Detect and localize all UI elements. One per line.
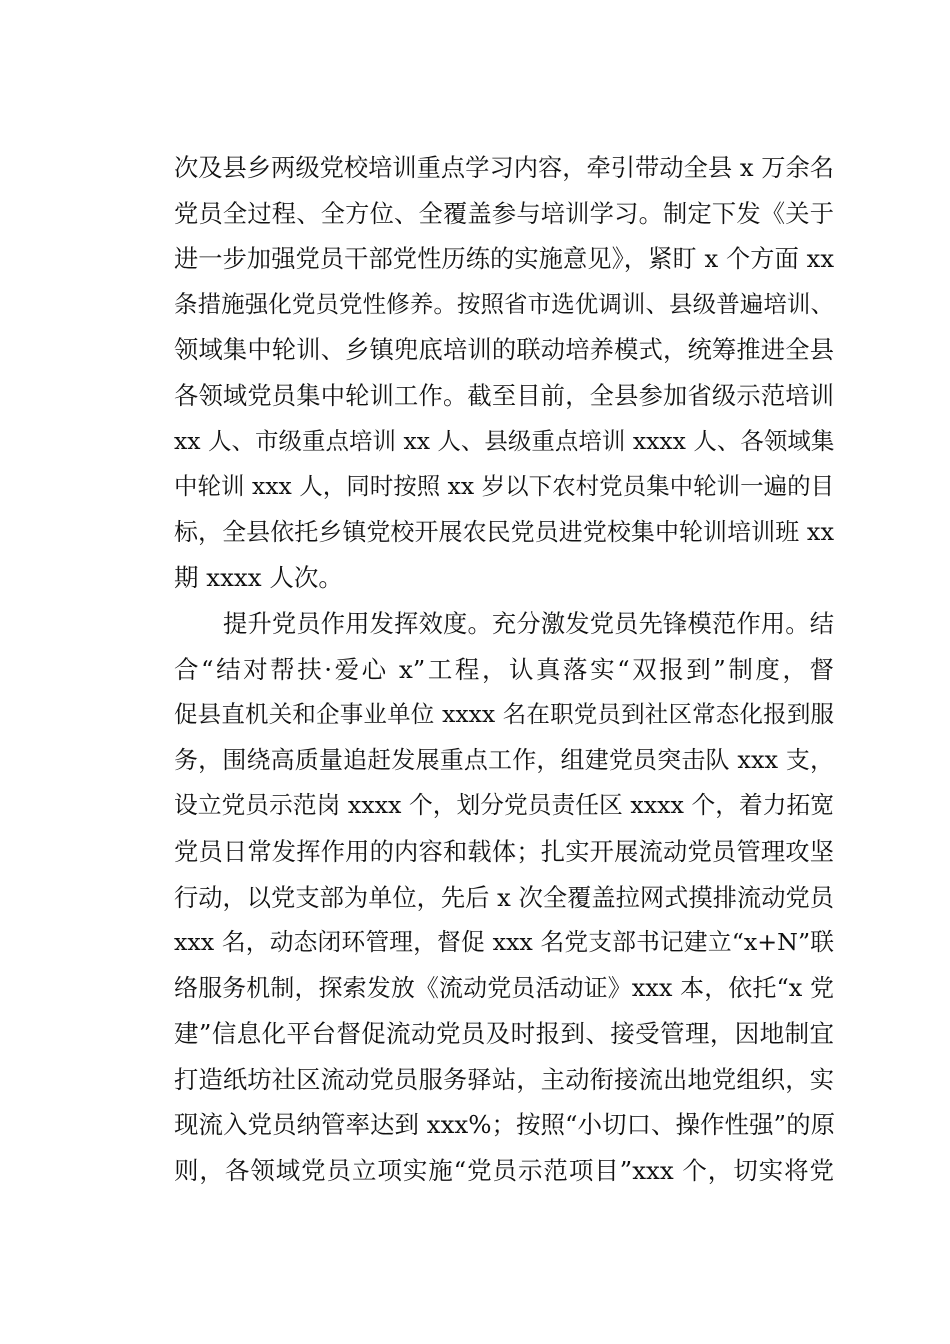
body-text: [174, 145, 834, 1194]
paragraph-line: 打造纸坊社区流动党员服务驿站，主动衔接流出地党组织，实: [174, 1064, 834, 1094]
paragraph-line: 促县直机关和企事业单位 xxxx 名在职党员到社区常态化报到服: [174, 700, 834, 729]
paragraph-line: 现流入党员纳管率达到 xxx%；按照“小切口、操作性强”的原: [174, 1110, 836, 1140]
paragraph-line: 各领域党员集中轮训工作。截至目前，全县参加省级示范培训: [174, 380, 834, 410]
paragraph-line: 合“结对帮扶·爱心 x”工程，认真落实“双报到”制度，督: [174, 654, 834, 684]
paragraph-line: 进一步加强党员干部党性历练的实施意见》，紧盯 x 个方面 xx: [174, 244, 834, 274]
paragraph-line: 党员日常发挥作用的内容和载体；扎实开展流动党员管理攻坚: [174, 836, 834, 866]
paragraph-line: 领域集中轮训、乡镇兜底培训的联动培养模式，统筹推进全县: [174, 335, 834, 365]
paragraph-line: 标，全县依托乡镇党校开展农民党员进党校集中轮训培训班 xx: [174, 517, 834, 546]
paragraph-line: 则，各领域党员立项实施“党员示范项目”xxx 个，切实将党: [174, 1156, 834, 1186]
paragraph-line: 提升党员作用发挥效度。充分激发党员先锋模范作用。结: [223, 608, 834, 638]
paragraph-line: 次及县乡两级党校培训重点学习内容，牵引带动全县 x 万余名: [174, 153, 834, 182]
paragraph-line: xxx 名，动态闭环管理，督促 xxx 名党支部书记建立“x+N”联: [174, 928, 834, 957]
paragraph-line: 期 xxxx 人次。: [174, 563, 343, 593]
paragraph-2: [174, 601, 834, 1194]
paragraph-line: 中轮训 xxx 人，同时按照 xx 岁以下农村党员集中轮训一遍的目: [174, 472, 835, 501]
paragraph-line: 行动，以党支部为单位，先后 x 次全覆盖拉网式摸排流动党员: [174, 882, 834, 912]
paragraph-line: 络服务机制，探索发放《流动党员活动证》xxx 本，依托“x 党: [174, 973, 834, 1002]
paragraph-line: 务，围绕高质量追赶发展重点工作，组建党员突击队 xxx 支，: [174, 745, 834, 774]
paragraph-line: 建”信息化平台督促流动党员及时报到、接受管理，因地制宜: [174, 1019, 834, 1049]
paragraph-line: 党员全过程、全方位、全覆盖参与培训学习。制定下发《关于: [174, 198, 834, 228]
paragraph-1: [174, 145, 834, 601]
paragraph-line: xx 人、市级重点培训 xx 人、县级重点培训 xxxx 人、各领域集: [174, 426, 835, 455]
paragraph-line: 条措施强化党员党性修养。按照省市选优调训、县级普遍培训、: [174, 289, 834, 318]
paragraph-line: 设立党员示范岗 xxxx 个，划分党员责任区 xxxx 个，着力拓宽: [174, 791, 834, 820]
